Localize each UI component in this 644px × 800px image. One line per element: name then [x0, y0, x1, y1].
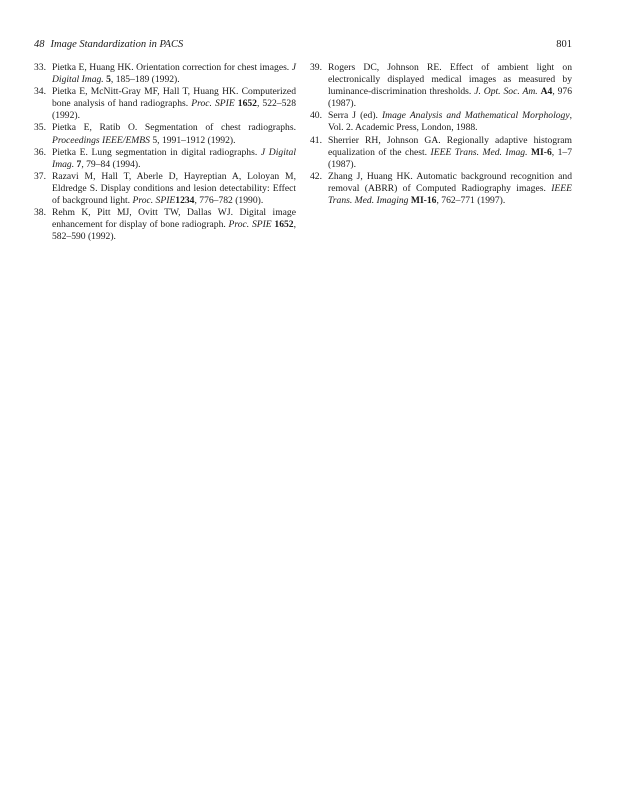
reference-text: , 185–189 (1992).: [110, 74, 180, 86]
reference-text: Rehm K, Pitt MJ, Ovitt TW, Dallas WJ. Digital image enhancement for display of bone radiograph.: [52, 207, 296, 231]
reference-volume: MI-16: [410, 195, 437, 207]
reference-source: Proc. SPIE: [228, 219, 272, 231]
reference-number: 40.: [310, 110, 322, 122]
reference-text: 5, 1991–1912 (1992).: [149, 134, 236, 146]
reference-source: J Digital Imag.: [52, 62, 296, 86]
reference-entry: [34, 62, 296, 86]
reference-text: , 776–782 (1990).: [194, 195, 264, 207]
reference-text: Razavi M, Hall T, Aberle D, Hayreptian A, Loloyan M, Eldredge S. Display conditions and lesion detectability: Effect of background light.: [52, 170, 296, 207]
reference-text: Sherrier RH, Johnson GA. Regionally adaptive histogram equalization of the chest.: [328, 134, 572, 158]
reference-text: Rogers DC, Johnson RE. Effect of ambient light on electronically displayed medical images as measured by luminance-discrimination thresholds.: [328, 62, 572, 98]
reference-entry: [34, 147, 296, 171]
reference-number: 33.: [34, 62, 46, 73]
reference-volume: 1234: [175, 195, 195, 207]
reference-source: IEEE Trans. Med. Imag.: [430, 146, 528, 158]
reference-text: Pietka E, McNitt-Gray MF, Hall T, Huang HK. Computerized bone analysis of hand radiographs.: [52, 86, 296, 110]
reference-volume: 1652: [237, 98, 257, 110]
reference-entry: [310, 171, 572, 207]
reference-source: Image Analysis and Mathematical Morphology: [381, 110, 570, 122]
reference-source: Proc. SPIE: [132, 195, 176, 207]
chapter-number: 48: [34, 39, 45, 50]
reference-text: , 1–7 (1987).: [328, 146, 572, 170]
reference-volume: 7: [76, 158, 82, 170]
page-number: 801: [556, 39, 572, 50]
chapter-title: Image Standardization in PACS: [50, 39, 184, 50]
reference-text: Pietka E, Huang HK. Orientation correction for chest images.: [52, 62, 292, 73]
reference-text: , 976 (1987).: [328, 86, 573, 110]
reference-number: 38.: [34, 207, 46, 219]
reference-number: 41.: [310, 134, 322, 146]
reference-number: 36.: [34, 146, 46, 158]
reference-source: J Digital Imag.: [52, 146, 296, 170]
reference-text: , 522–528 (1992).: [52, 98, 296, 122]
reference-entry: [310, 110, 572, 134]
reference-entry: [310, 135, 572, 171]
reference-text: Pietka E, Ratib O. Segmentation of chest radiographs.: [52, 122, 296, 134]
reference-volume: A4: [540, 86, 553, 98]
reference-source: J. Opt. Soc. Am.: [474, 86, 538, 98]
reference-entry: [34, 86, 296, 122]
reference-text: , 762–771 (1997).: [436, 195, 506, 207]
reference-source: Proc. SPIE: [191, 98, 235, 110]
reference-volume: MI-6: [530, 146, 552, 158]
reference-number: 34.: [34, 86, 46, 98]
reference-volume: 5: [106, 74, 111, 86]
reference-number: 42.: [310, 170, 322, 182]
reference-column-right: [310, 62, 572, 207]
reference-number: 39.: [310, 62, 322, 73]
reference-number: 35.: [34, 122, 46, 134]
reference-entry: [34, 207, 296, 243]
reference-entry: [34, 171, 296, 207]
reference-text: Pietka E. Lung segmentation in digital radiographs.: [52, 146, 261, 158]
reference-source: IEEE Trans. Med. Imaging: [328, 182, 572, 207]
reference-number: 37.: [34, 170, 46, 182]
reference-volume: 1652: [274, 219, 294, 231]
reference-column-left: [34, 62, 296, 243]
reference-text: , 582–590 (1992).: [52, 219, 296, 243]
running-head: [34, 38, 572, 52]
reference-text: , Vol. 2. Academic Press, London, 1988.: [328, 110, 572, 134]
running-head-title: [34, 38, 183, 52]
reference-text: Serra J (ed).: [328, 110, 382, 122]
reference-entry: [34, 122, 296, 146]
reference-entry: [310, 62, 572, 110]
reference-text: Zhang J, Huang HK. Automatic background recognition and removal (ABRR) of Computed Radiography images.: [328, 170, 572, 194]
reference-text: , 79–84 (1994).: [81, 158, 141, 170]
reference-source: Proceedings IEEE/EMBS: [52, 134, 150, 146]
